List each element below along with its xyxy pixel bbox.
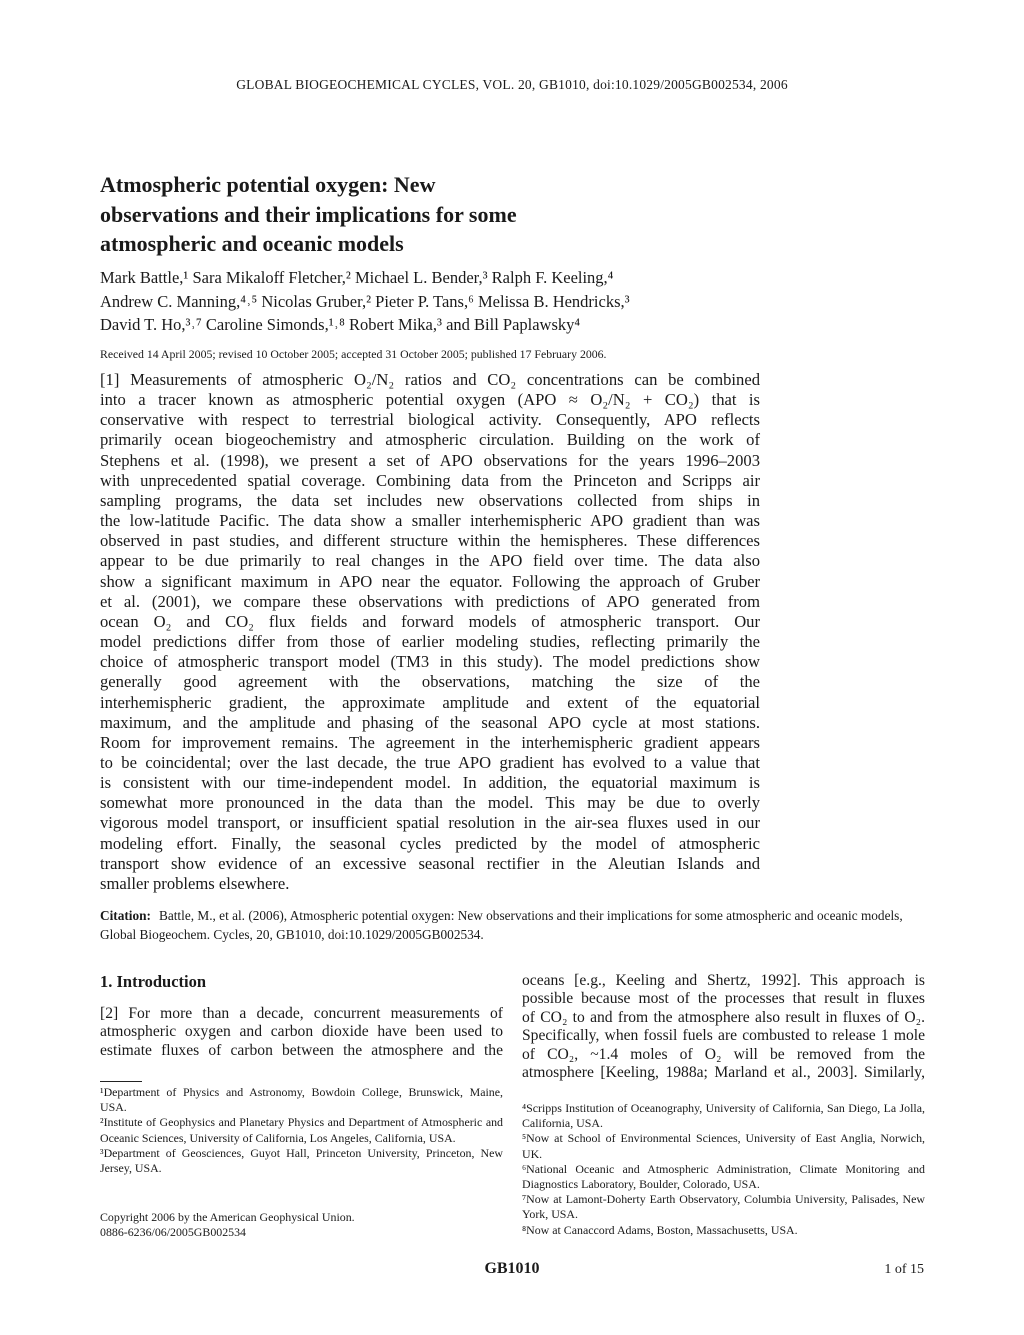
author-line: Mark Battle,¹ Sara Mikaloff Fletcher,² Michael L. Bender,³ Ralph F. Keeling,⁴ <box>100 268 614 287</box>
footer-page-number: 1 of 15 <box>884 1262 924 1277</box>
copyright-line: 0886-6236/06/2005GB002534 <box>100 1225 246 1240</box>
text-line: sampling programs, the data set includes new observations collected from ships in <box>100 490 760 510</box>
text-line: et al. (2001), we compare these observations with predictions of APO generated from <box>100 591 760 611</box>
footnote: ⁶National Oceanic and Atmospheric Administration, Climate Monitoring and Diagnostics Laboratory, Boulder, Colorado, USA. <box>522 1161 925 1192</box>
text-line: of CO₂ to and from the atmosphere also result in fluxes of O₂. <box>522 1008 925 1026</box>
footnote-rule <box>100 1081 142 1082</box>
text-line: Stephens et al. (1998), we present a set of APO observations for the years 1996–2003 <box>100 450 760 470</box>
citation-label: Citation: <box>100 908 151 923</box>
text-line: atmosphere [Keeling, 1988a; Marland et al., 2003]. Similarly, <box>522 1064 925 1082</box>
text-line: vigorous model transport, or insufficient spatial resolution in the air-sea fluxes used in our <box>100 813 760 833</box>
footnote: ⁴Scripps Institution of Oceanography, University of California, San Diego, La Jolla, California, USA. <box>522 1101 925 1131</box>
footnote: ⁵Now at School of Environmental Sciences, University of East Anglia, Norwich, UK. <box>522 1131 925 1161</box>
section-heading: 1. Introduction <box>100 972 207 991</box>
title-line: observations and their implications for some <box>100 201 517 227</box>
copyright-notice <box>100 1210 503 1240</box>
text-line: transport show evidence of an excessive seasonal rectifier in the Aleutian Islands and <box>100 853 760 873</box>
footnotes-left <box>100 1085 503 1176</box>
intro-right-column <box>522 972 925 1082</box>
text-line: primarily ocean biogeochemistry and atmospheric circulation. Building on the work of <box>100 430 760 450</box>
text-line: [1] Measurements of atmospheric O₂/N₂ ratios and CO₂ concentrations can be combined <box>100 370 760 389</box>
text-line: conservative with respect to terrestrial biological activity. Consequently, APO reflects <box>100 410 760 430</box>
author-line: Andrew C. Manning,⁴˒⁵ Nicolas Gruber,² Pieter P. Tans,⁶ Melissa B. Hendricks,³ <box>100 291 630 311</box>
intro-left-column <box>100 972 503 1060</box>
intro-right-text <box>522 972 925 1082</box>
text-line: maximum, and the amplitude and phasing of the seasonal APO cycle at most stations. <box>100 712 760 732</box>
citation-text: Battle, M., et al. (2006), Atmospheric potential oxygen: New observations and their implications for some atmospheric and oceanic models, Global Biogeochem. Cycles, 20, GB1010, doi:10.1029/2005GB002534. <box>100 908 903 942</box>
text-line: somewhat more pronounced in the data than the model. This may be due to overly <box>100 793 760 813</box>
abstract <box>100 370 760 894</box>
text-line: the low-latitude Pacific. The data show a smaller interhemispheric APO gradient than was <box>100 511 760 531</box>
text-line: modeling effort. Finally, the seasonal cycles predicted by the model of atmospheric <box>100 833 760 853</box>
text-line: possible because most of the processes that result in fluxes <box>522 990 925 1008</box>
footnotes-right <box>522 1101 925 1238</box>
text-line: observed in past studies, and different structure within the hemispheres. These differences <box>100 531 760 551</box>
text-line: oceans [e.g., Keeling and Shertz, 1992]. This approach is <box>522 972 925 989</box>
text-line: model predictions differ from those of earlier modeling studies, reflecting primarily the <box>100 632 760 652</box>
text-line: estimate fluxes of carbon between the atmosphere and the <box>100 1041 503 1059</box>
footnote: ¹Department of Physics and Astronomy, Bowdoin College, Brunswick, Maine, USA. <box>100 1085 503 1115</box>
text-line: atmospheric oxygen and carbon dioxide have been used to <box>100 1023 503 1041</box>
citation <box>100 906 925 944</box>
text-line: of CO₂, ~1.4 moles of O₂ will be removed from the <box>522 1045 925 1063</box>
intro-left-text <box>100 1005 503 1060</box>
text-line: with unprecedented spatial coverage. Combining data from the Princeton and Scripps air <box>100 470 760 490</box>
text-line: Specifically, when fossil fuels are combusted to release 1 mole <box>522 1027 925 1045</box>
text-line: is consistent with our time-independent model. In addition, the equatorial maximum is <box>100 773 760 793</box>
text-line: choice of atmospheric transport model (TM3 in this study). The model predictions show <box>100 652 760 672</box>
footnote: ³Department of Geosciences, Guyot Hall, Princeton University, Princeton, New Jersey, USA. <box>100 1145 503 1176</box>
author-list <box>100 266 920 337</box>
footnote: ²Institute of Geophysics and Planetary Physics and Department of Atmospheric and Oceanic Sciences, University of California, Los Angeles, California, USA. <box>100 1115 503 1145</box>
title-line: atmospheric and oceanic models <box>100 231 404 256</box>
footer-article-code: GB1010 <box>484 1260 540 1277</box>
text-line: Room for improvement remains. The agreement in the interhemispheric gradient appears <box>100 732 760 752</box>
text-line: interhemispheric gradient, the approximate amplitude and extent of the equatorial <box>100 692 760 712</box>
title-line: Atmospheric potential oxygen: New <box>100 172 436 197</box>
author-line: David T. Ho,³˒⁷ Caroline Simonds,¹˒⁸ Robert Mika,³ and Bill Paplawsky⁴ <box>100 315 581 335</box>
text-line: show a significant maximum in APO near the equator. Following the approach of Gruber <box>100 571 760 591</box>
article-title <box>100 170 720 259</box>
text-line: appear to be due primarily to real changes in the APO field over time. The data also <box>100 551 760 571</box>
footnote: ⁸Now at Canaccord Adams, Boston, Massachusetts, USA. <box>522 1222 798 1237</box>
running-header: GLOBAL BIOGEOCHEMICAL CYCLES, VOL. 20, GB1010, doi:10.1029/2005GB002534, 2006 <box>236 77 788 92</box>
text-line: [2] For more than a decade, concurrent measurements of <box>100 1005 503 1022</box>
text-line: generally good agreement with the observations, matching the size of the <box>100 672 760 692</box>
copyright-line: Copyright 2006 by the American Geophysical Union. <box>100 1210 355 1224</box>
footnote: ⁷Now at Lamont-Doherty Earth Observatory, Columbia University, Palisades, New York, USA. <box>522 1192 925 1222</box>
text-line: to be coincidental; over the last decade, the true APO gradient has evolved to a value that <box>100 752 760 772</box>
text-line: ocean O₂ and CO₂ flux fields and forward models of atmospheric transport. Our <box>100 611 760 631</box>
text-line: into a tracer known as atmospheric potential oxygen (APO ≈ O₂/N₂ + CO₂) that is <box>100 390 760 410</box>
text-line: smaller problems elsewhere. <box>100 873 290 893</box>
received-dates: Received 14 April 2005; revised 10 October 2005; accepted 31 October 2005; published 17 February 2006. <box>100 347 607 361</box>
